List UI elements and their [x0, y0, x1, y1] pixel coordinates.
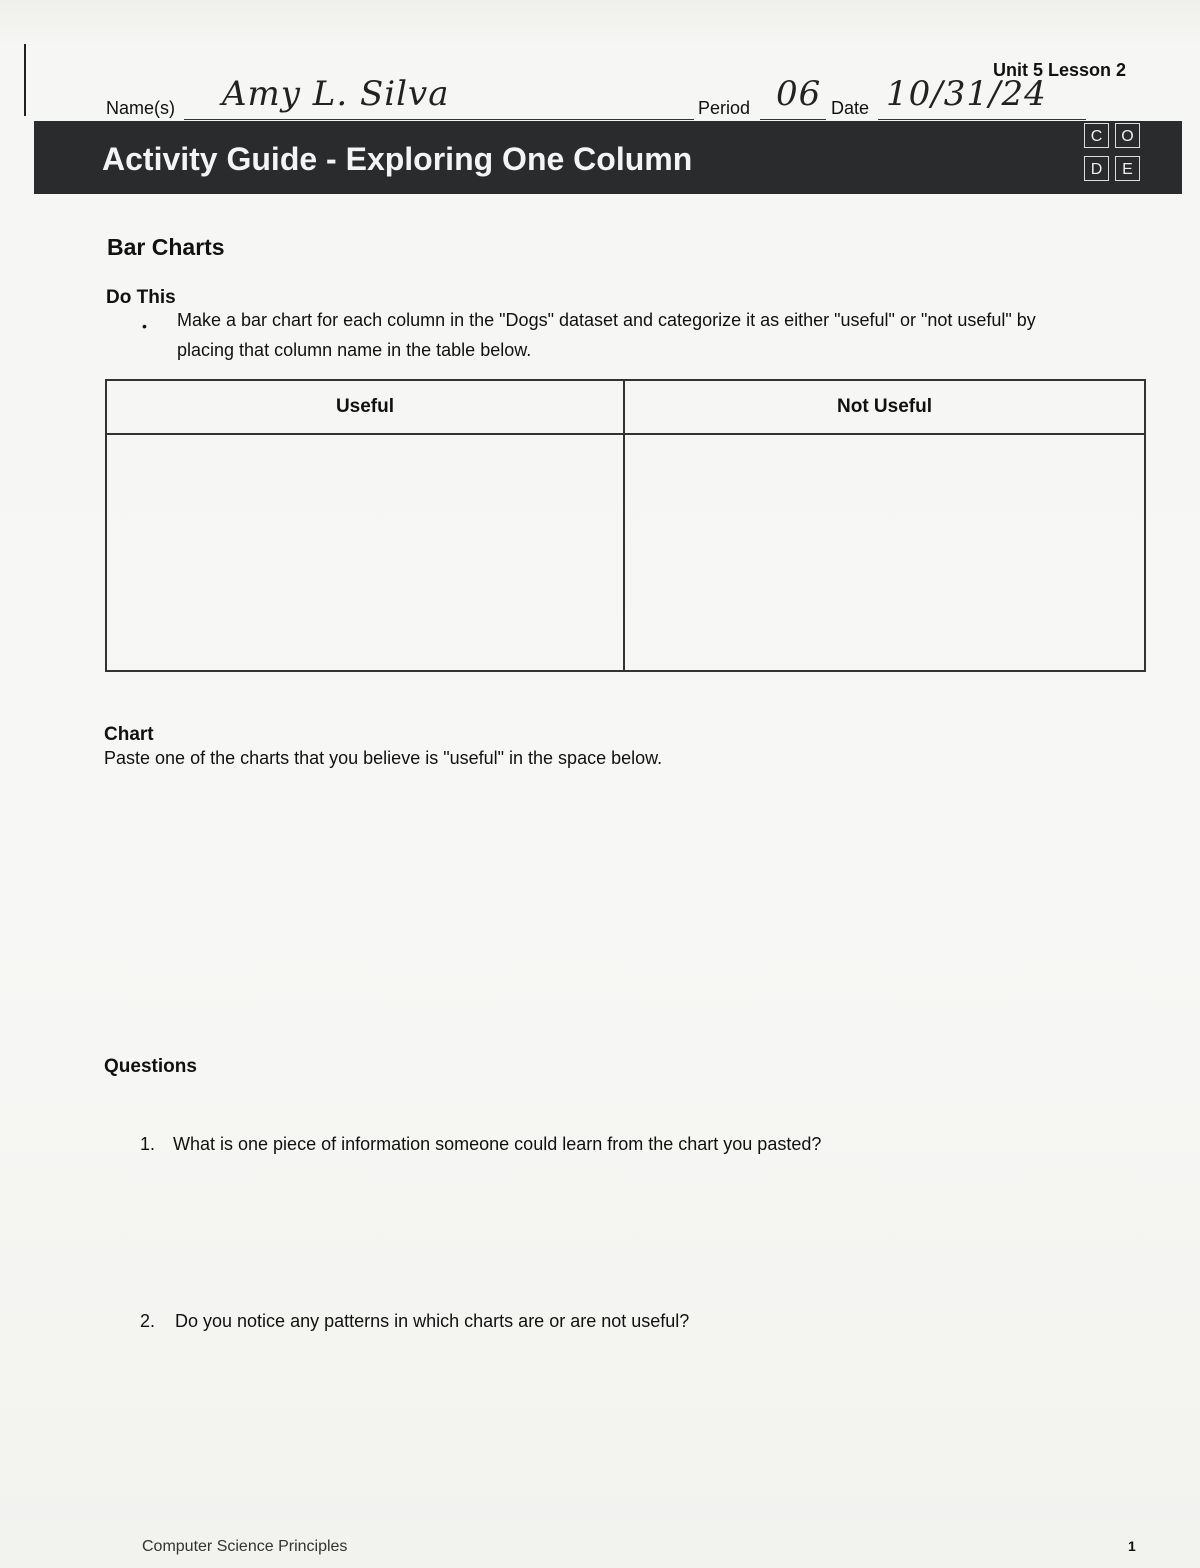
header-not-useful: Not Useful [624, 380, 1145, 434]
useful-sort-table [105, 379, 1146, 672]
page-title: Activity Guide - Exploring One Column [102, 141, 693, 177]
instruction-line-2: placing that column name in the table below. [177, 340, 532, 360]
not-useful-cell[interactable] [624, 434, 1145, 671]
date-line [878, 119, 1086, 120]
code-logo [1084, 123, 1148, 187]
title-banner [34, 121, 1182, 194]
logo-letter-e: E [1115, 156, 1140, 181]
do-this-heading: Do This [106, 287, 176, 308]
bar-charts-heading: Bar Charts [107, 234, 225, 260]
chart-heading: Chart [104, 724, 154, 745]
instruction-line-1: Make a bar chart for each column in the "Dogs" dataset and categorize it as either "useful" or "not useful" by [177, 310, 1036, 330]
logo-letter-c: C [1084, 123, 1109, 148]
table-row [106, 434, 1145, 671]
student-info-row [0, 76, 1200, 126]
question-1-answer-area[interactable] [173, 1166, 1133, 1296]
name-line [184, 119, 694, 120]
questions-heading: Questions [104, 1056, 197, 1077]
logo-letter-o: O [1115, 123, 1140, 148]
period-label: Period [698, 98, 751, 118]
period-handwritten: 06 [776, 74, 822, 114]
header-useful: Useful [106, 380, 624, 434]
unit-lesson-label: Unit 5 Lesson 2 [993, 60, 1127, 80]
table-header-row [106, 380, 1145, 434]
logo-letter-d: D [1084, 156, 1109, 181]
name-handwritten: Amy L. Silva [222, 74, 450, 114]
useful-cell[interactable] [106, 434, 624, 671]
name-label: Name(s) [106, 98, 176, 118]
question-2-text: Do you notice any patterns in which charts are or are not useful? [175, 1311, 690, 1331]
period-line [760, 119, 826, 120]
question-1-number: 1. [140, 1134, 156, 1154]
date-handwritten: 10/31/24 [886, 74, 1047, 114]
bullet-marker: • [142, 318, 147, 334]
footer-course-name: Computer Science Principles [142, 1538, 348, 1555]
question-1-text: What is one piece of information someone could learn from the chart you pasted? [173, 1134, 822, 1154]
question-2-answer-area[interactable] [175, 1343, 1135, 1513]
chart-instruction: Paste one of the charts that you believe is "useful" in the space below. [104, 748, 663, 768]
date-label: Date [831, 98, 870, 118]
chart-paste-area[interactable] [104, 780, 1144, 1040]
page-number: 1 [1128, 1538, 1136, 1554]
question-2-number: 2. [140, 1311, 156, 1331]
